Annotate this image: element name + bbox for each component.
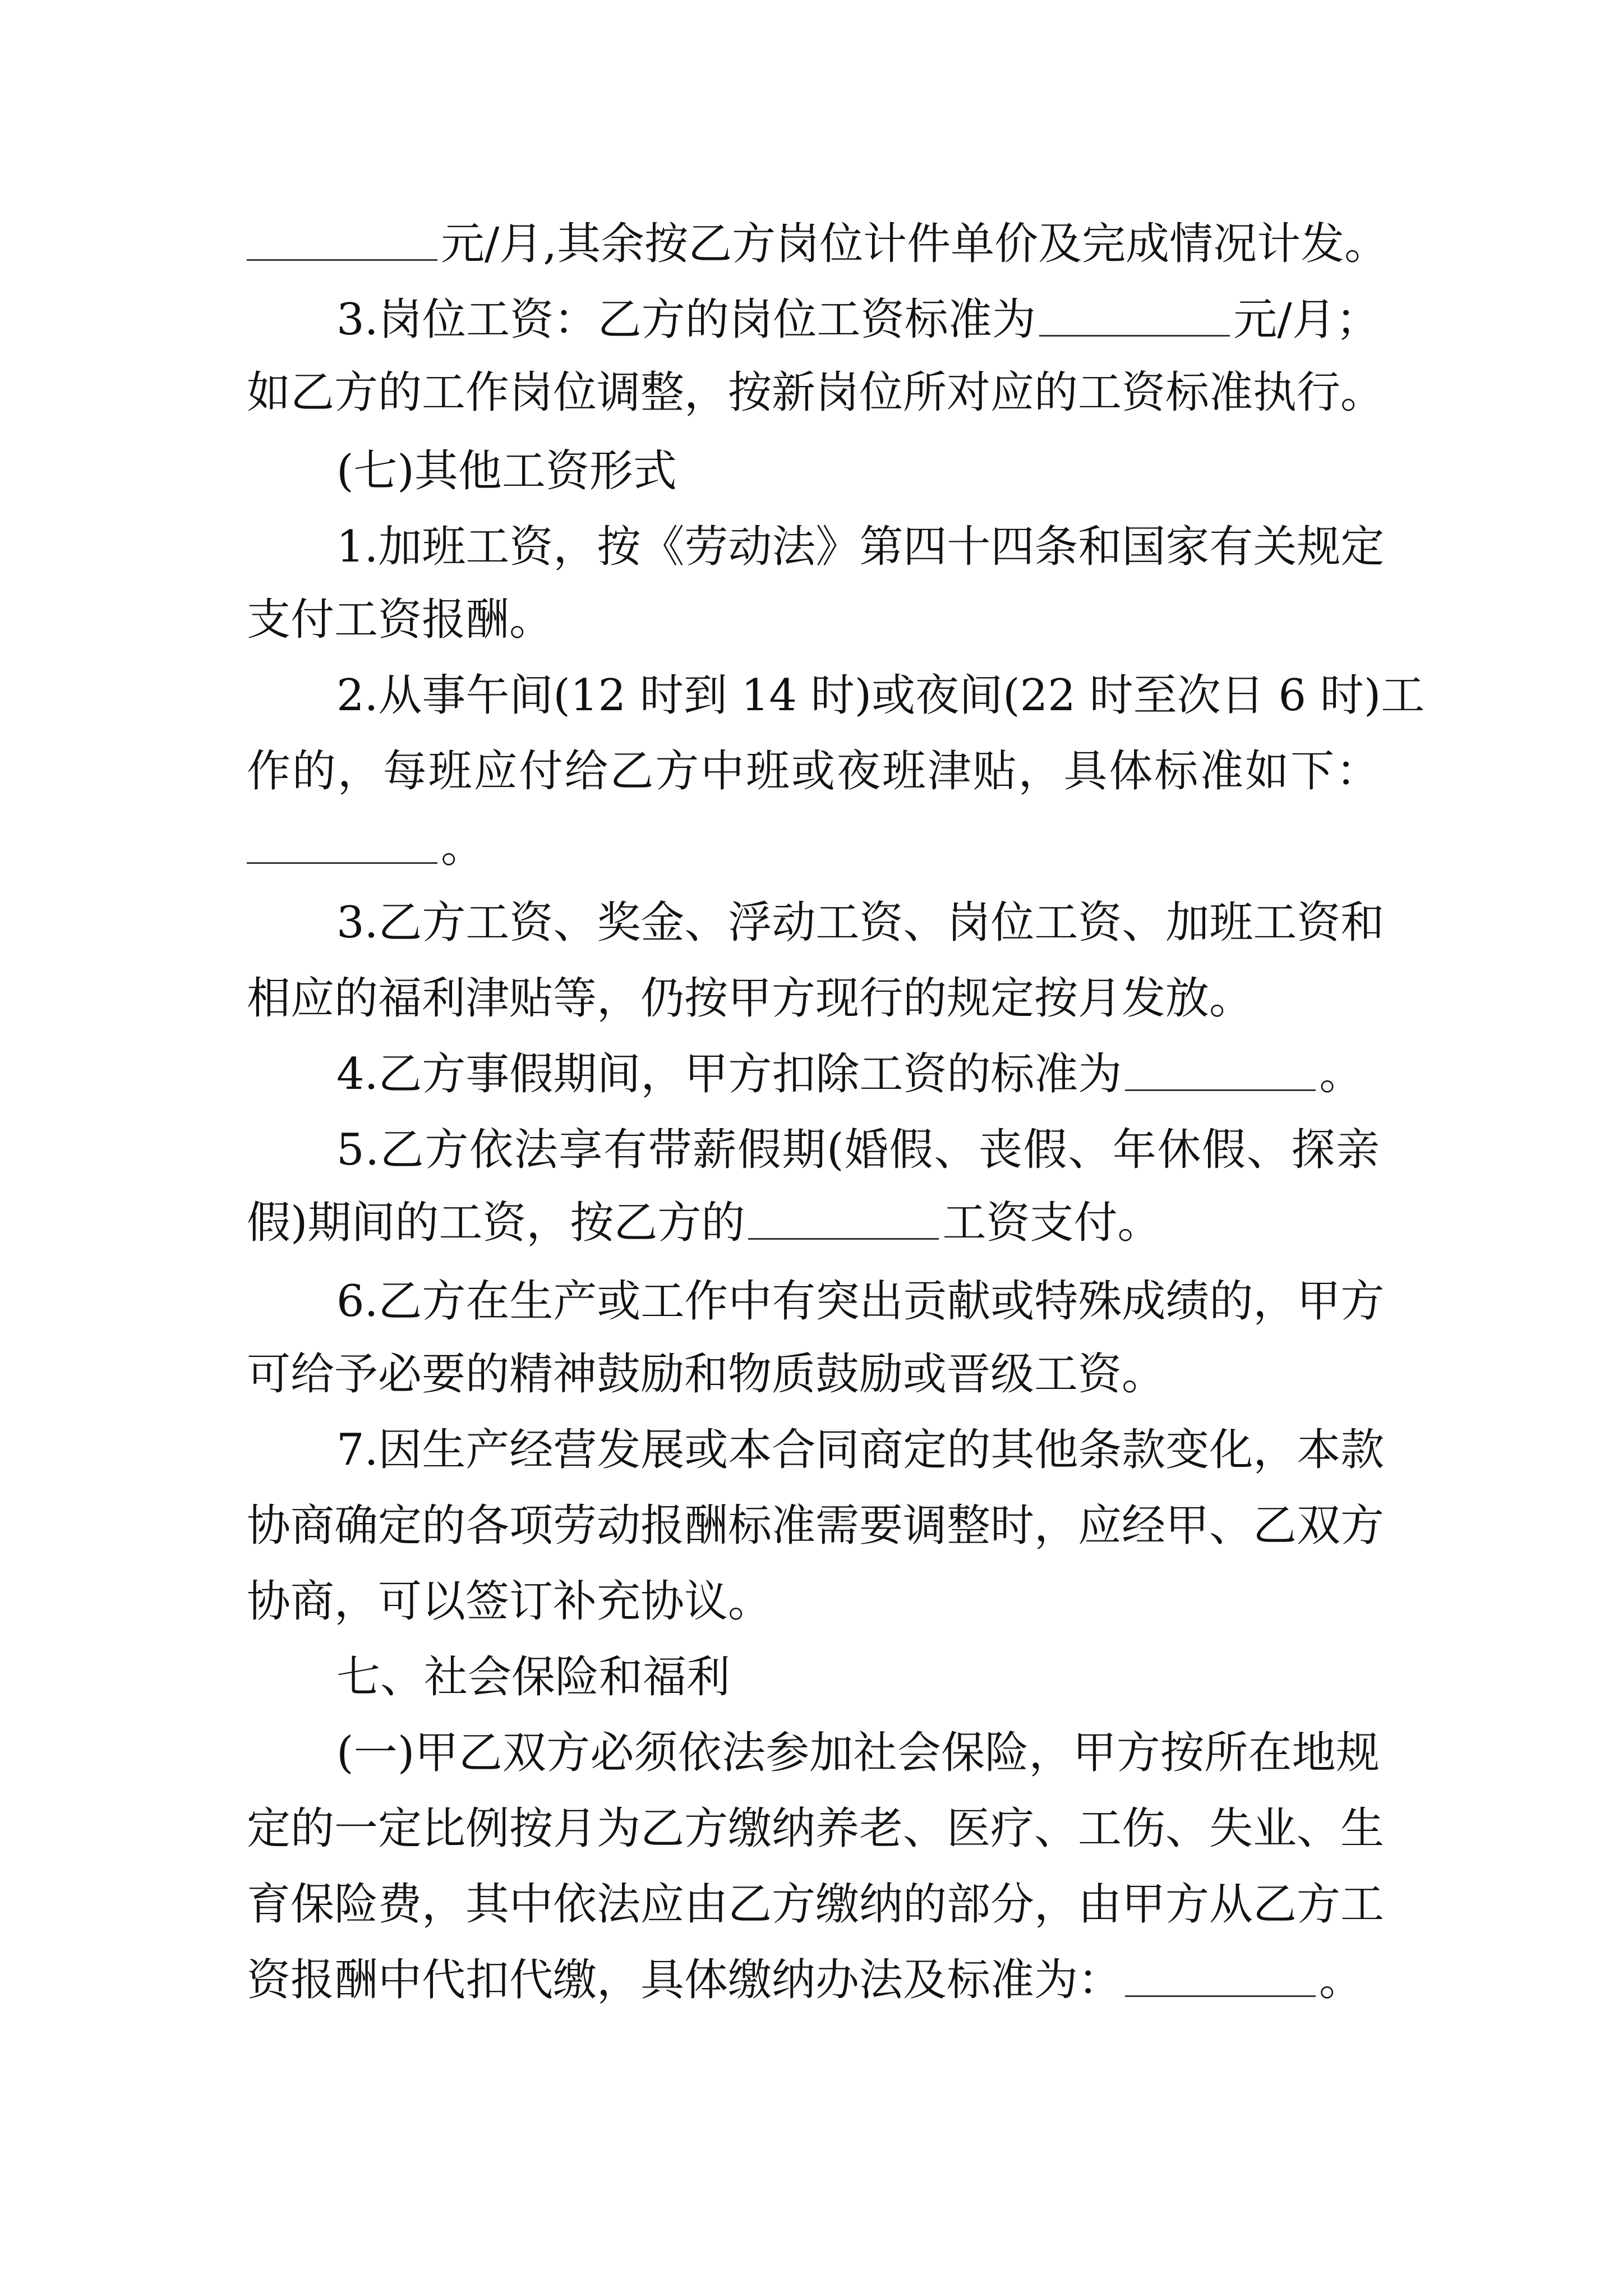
text-line — [336, 513, 1385, 581]
line-content — [247, 813, 485, 881]
line-tail-text: 工资支付。 — [942, 1198, 1161, 1248]
fill-in-blank[interactable] — [1125, 1088, 1316, 1091]
line-text: 七、社会保险和福利 — [336, 1652, 731, 1703]
line-content — [247, 1795, 1384, 1862]
line-text: 3.乙方工资、奖金、浮动工资、岗位工资、加班工资和 — [336, 898, 1385, 948]
text-line — [336, 889, 1385, 956]
line-text: 2.从事午间(12 时到 14 时)或夜间(22 时至次日 6 时)工 — [336, 670, 1425, 721]
text-line — [336, 1644, 1570, 1711]
line-tail-text: 。 — [1319, 1049, 1363, 1099]
line-text: 资报酬中代扣代缴，具体缴纳办法及标准为： — [247, 1955, 1122, 2005]
text-line — [247, 1795, 1385, 1862]
text-line — [336, 1116, 1380, 1184]
text-line — [336, 1416, 1385, 1484]
line-content — [336, 662, 1424, 729]
line-content — [247, 1947, 1363, 2014]
line-text: 7.因生产经营发展或本合同商定的其他条款变化，本款 — [336, 1425, 1385, 1475]
line-content — [247, 1568, 772, 1635]
text-line — [247, 965, 1481, 1032]
line-text: 可给予必要的精神鼓励和物质鼓励或晋级工资。 — [247, 1349, 1166, 1400]
line-text: 协商，可以签订补充协议。 — [247, 1576, 772, 1627]
line-text: 支付工资报酬。 — [247, 595, 554, 645]
line-tail-text: 元/月； — [1233, 295, 1380, 345]
line-text: 定的一定比例按月为乙方缴纳养老、医疗、工伤、失业、生 — [247, 1803, 1385, 1854]
text-line — [336, 1041, 1570, 1108]
line-text: 6.乙方在生产或工作中有突出贡献或特殊成绩的，甲方 — [336, 1276, 1385, 1327]
line-content — [336, 1041, 1363, 1108]
line-content — [336, 1416, 1384, 1484]
line-content — [336, 1116, 1381, 1184]
line-content — [336, 1719, 1380, 1787]
line-text: 4.乙方事假期间，甲方扣除工资的标准为 — [336, 1049, 1122, 1099]
text-line — [336, 1719, 1380, 1787]
line-text: 作的，每班应付给乙方中班或夜班津贴，具体标准如下： — [247, 746, 1381, 797]
line-content — [247, 1189, 1161, 1257]
line-text: 育保险费，其中依法应由乙方缴纳的部分，由甲方从乙方工 — [247, 1879, 1385, 1930]
text-line — [247, 1947, 1481, 2014]
line-text: (七)其他工资形式 — [336, 446, 677, 496]
line-content — [247, 1341, 1165, 1408]
text-line — [247, 1568, 1481, 1635]
line-content — [247, 738, 1381, 805]
line-text: 协商确定的各项劳动报酬标准需要调整时，应经甲、乙双方 — [247, 1501, 1385, 1551]
line-content — [336, 286, 1380, 353]
text-line — [247, 813, 1481, 881]
line-content — [336, 1268, 1384, 1335]
text-line — [336, 286, 1380, 353]
text-line — [247, 1492, 1385, 1559]
line-text: 如乙方的工作岗位调整，按新岗位所对应的工资标准执行。 — [247, 367, 1385, 418]
line-text: (一)甲乙双方必须依法参加社会保险，甲方按所在地规 — [336, 1728, 1380, 1778]
fill-in-blank[interactable] — [247, 258, 437, 261]
line-tail-text: 。 — [1319, 1955, 1363, 2005]
line-content — [336, 438, 677, 505]
fill-in-blank[interactable] — [748, 1237, 939, 1240]
fill-in-blank[interactable] — [1125, 1994, 1316, 1997]
line-text: 元/月,其余按乙方岗位计件单价及完成情况计发。 — [441, 219, 1389, 269]
fill-in-blank[interactable] — [1039, 334, 1230, 337]
text-line — [336, 1268, 1385, 1335]
text-line — [247, 586, 1481, 654]
line-content — [336, 889, 1384, 956]
text-line — [336, 662, 1425, 729]
text-line — [247, 738, 1380, 805]
text-line — [247, 1341, 1481, 1408]
line-content — [247, 1871, 1384, 1938]
text-line — [247, 1871, 1385, 1938]
line-text: 5.乙方依法享有带薪假期(婚假、丧假、年休假、探亲 — [336, 1125, 1381, 1175]
line-text: 假)期间的工资，按乙方的 — [247, 1198, 745, 1248]
line-content — [247, 1492, 1384, 1559]
line-text: 。 — [441, 822, 485, 872]
text-line — [336, 438, 1570, 505]
line-content — [247, 586, 553, 654]
line-text: 3.岗位工资：乙方的岗位工资标准为 — [336, 295, 1036, 345]
fill-in-blank[interactable] — [247, 861, 437, 864]
text-line — [247, 1189, 1481, 1257]
line-content — [336, 1644, 730, 1711]
line-text: 相应的福利津贴等，仍按甲方现行的规定按月发放。 — [247, 973, 1253, 1024]
text-line — [247, 210, 1389, 278]
line-text: 1.加班工资，按《劳动法》第四十四条和国家有关规定 — [336, 522, 1385, 572]
line-content — [247, 210, 1388, 278]
line-content — [336, 513, 1384, 581]
text-line — [247, 359, 1385, 426]
line-content — [247, 359, 1384, 426]
line-content — [247, 965, 1253, 1032]
